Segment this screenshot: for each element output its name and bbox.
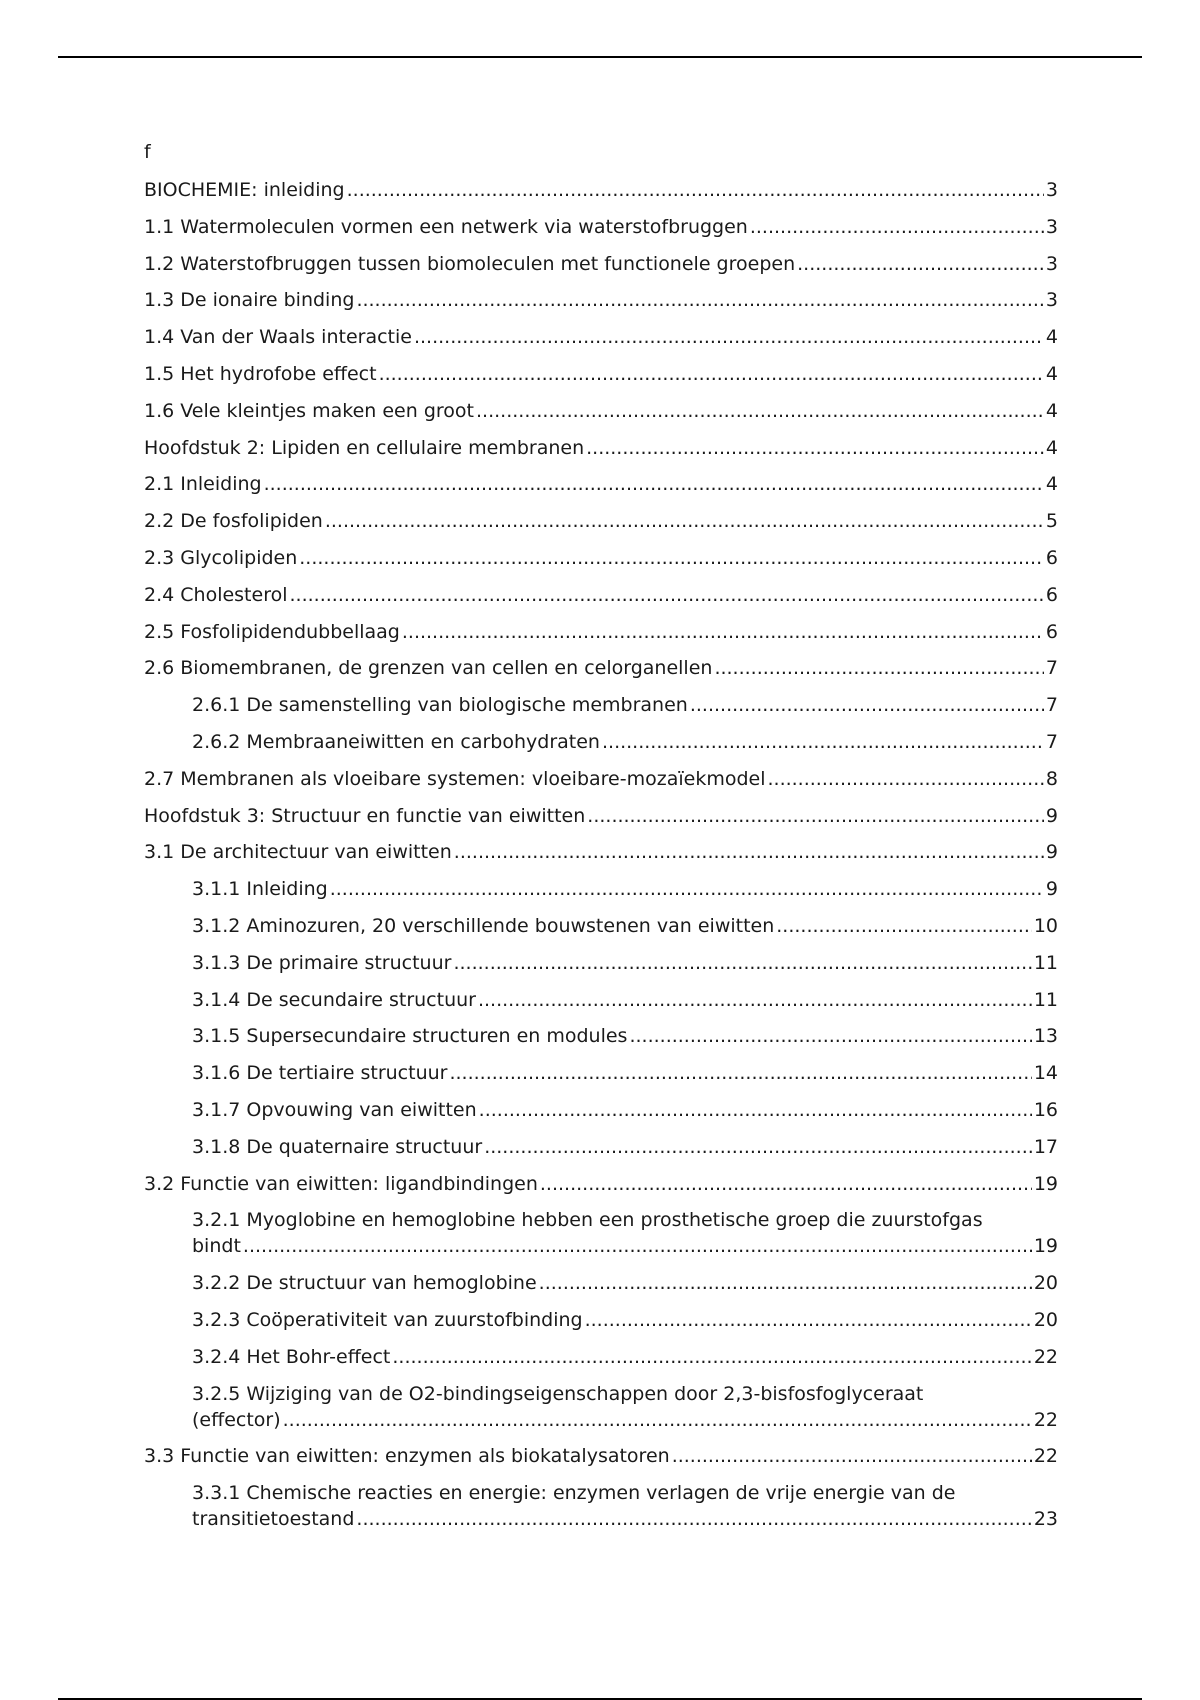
toc-entry[interactable] <box>144 914 1058 938</box>
toc-entry[interactable] <box>144 656 1058 680</box>
toc-entry-page: 3 <box>1045 179 1058 201</box>
toc-entry-title: 3.1.2 Aminozuren, 20 verschillende bouwstenen van eiwitten <box>192 914 775 937</box>
toc-entry-title: 3.1 De architectuur van eiwitten <box>144 841 452 864</box>
toc-entry-page: 17 <box>1033 1135 1058 1158</box>
toc-entry-title: 2.4 Cholesterol <box>144 583 288 606</box>
dot-leader <box>587 804 1044 828</box>
toc-entry-page: 7 <box>1045 730 1058 753</box>
toc-entry[interactable] <box>144 1208 1058 1258</box>
dot-leader <box>776 914 1032 938</box>
toc-entry-page: 9 <box>1045 841 1058 864</box>
dot-leader <box>453 951 1031 975</box>
dot-leader <box>479 1098 1032 1122</box>
dot-leader <box>290 583 1044 607</box>
toc-entry[interactable] <box>144 988 1058 1012</box>
toc-entry[interactable] <box>144 951 1058 975</box>
toc-entry[interactable] <box>144 877 1058 901</box>
dot-leader <box>602 730 1044 754</box>
toc-entry-title: 3.1.4 De secundaire structuur <box>192 988 476 1011</box>
dot-leader <box>283 1408 1032 1432</box>
dot-leader <box>454 840 1044 864</box>
toc-entry[interactable] <box>144 1444 1058 1468</box>
dot-leader <box>414 325 1044 349</box>
toc-entry[interactable] <box>144 325 1058 349</box>
toc-entry-title: 3.2.3 Coöperativiteit van zuurstofbinding <box>192 1308 583 1331</box>
toc-entry-page: 23 <box>1033 1508 1058 1531</box>
toc-entry-page: 19 <box>1033 1172 1058 1195</box>
toc-entry-title: 2.6.2 Membraaneiwitten en carbohydraten <box>192 730 600 753</box>
dot-leader <box>767 767 1043 791</box>
toc-entry-title: 1.1 Watermoleculen vormen een netwerk via waterstofbruggen <box>144 215 748 238</box>
toc-entry-title: 1.2 Waterstofbruggen tussen biomoleculen met functionele groepen <box>144 252 796 275</box>
toc-entry-title: 2.7 Membranen als vloeibare systemen: vloeibare-mozaïekmodel <box>144 767 766 790</box>
toc-entry-page: 20 <box>1033 1272 1058 1295</box>
toc-entry-title: 3.1.5 Supersecundaire structuren en modules <box>192 1025 628 1048</box>
toc-entry[interactable] <box>144 178 1058 202</box>
dot-leader <box>325 509 1044 533</box>
toc-entry[interactable] <box>144 1024 1058 1048</box>
dot-leader <box>672 1444 1032 1468</box>
toc-entry-page: 3 <box>1045 252 1058 275</box>
dot-leader <box>449 1061 1031 1085</box>
toc-entry-page: 19 <box>1033 1235 1058 1258</box>
dot-leader <box>299 546 1044 570</box>
toc-entry-page: 13 <box>1033 1025 1058 1048</box>
toc-entry-page: 22 <box>1033 1445 1058 1468</box>
toc-entry-page: 6 <box>1045 583 1058 606</box>
toc-entry-page: 11 <box>1033 951 1058 974</box>
toc-entry-title: 3.2 Functie van eiwitten: ligandbindingen <box>144 1172 538 1195</box>
toc-entry-page: 22 <box>1033 1408 1058 1431</box>
toc-entry[interactable] <box>144 804 1058 828</box>
toc-entry-title: 3.2.4 Het Bohr-effect <box>192 1345 391 1368</box>
table-of-contents <box>144 140 1058 1544</box>
dot-leader <box>540 1172 1032 1196</box>
toc-entry[interactable] <box>144 472 1058 496</box>
toc-entry-page: 10 <box>1033 914 1058 937</box>
dot-leader <box>243 1234 1032 1258</box>
toc-entry[interactable] <box>144 583 1058 607</box>
toc-entry-page: 4 <box>1045 362 1058 385</box>
toc-entry[interactable] <box>144 1061 1058 1085</box>
dot-leader <box>347 178 1044 202</box>
dot-leader <box>797 252 1044 276</box>
dot-leader <box>629 1024 1031 1048</box>
toc-entry[interactable] <box>144 288 1058 312</box>
toc-entry-page: 6 <box>1045 546 1058 569</box>
toc-entry-title-cont: transitietoestand <box>192 1508 355 1531</box>
toc-entry-title: 1.6 Vele kleintjes maken een groot <box>144 399 474 422</box>
toc-entry-title: 2.1 Inleiding <box>144 473 262 496</box>
toc-entry[interactable] <box>144 546 1058 570</box>
toc-entry-page: 16 <box>1033 1098 1058 1121</box>
toc-entry-title: 1.5 Het hydrofobe effect <box>144 362 377 385</box>
toc-entry[interactable] <box>144 1098 1058 1122</box>
toc-entry[interactable] <box>144 1271 1058 1295</box>
dot-leader <box>476 399 1044 423</box>
dot-leader <box>478 988 1032 1012</box>
toc-entry-title: 3.3 Functie van eiwitten: enzymen als biokatalysatoren <box>144 1445 670 1468</box>
toc-entry[interactable] <box>144 730 1058 754</box>
toc-entry-title: 2.6 Biomembranen, de grenzen van cellen en celorganellen <box>144 657 713 680</box>
dot-leader <box>585 1308 1032 1332</box>
toc-entry-page: 4 <box>1045 326 1058 349</box>
toc-entry-page: 8 <box>1045 767 1058 790</box>
toc-entry-page: 7 <box>1045 657 1058 680</box>
toc-entry-page: 9 <box>1045 804 1058 827</box>
toc-list <box>144 178 1058 1531</box>
toc-entry-page: 22 <box>1033 1345 1058 1368</box>
toc-entry[interactable] <box>144 509 1058 533</box>
header-rule <box>58 56 1142 58</box>
toc-entry-title: 2.6.1 De samenstelling van biologische membranen <box>192 694 688 717</box>
toc-entry-page: 20 <box>1033 1308 1058 1331</box>
toc-entry[interactable] <box>144 620 1058 644</box>
toc-entry[interactable] <box>144 1135 1058 1159</box>
dot-leader <box>392 1345 1031 1369</box>
toc-entry-page: 3 <box>1045 289 1058 312</box>
toc-entry-title: 1.3 De ionaire binding <box>144 289 355 312</box>
toc-entry-title: 3.1.3 De primaire structuur <box>192 951 452 974</box>
toc-entry[interactable] <box>144 1481 1058 1531</box>
dot-leader <box>356 1507 1031 1531</box>
toc-entry-page: 9 <box>1045 878 1058 901</box>
toc-entry-title: 2.5 Fosfolipidendubbellaag <box>144 620 400 643</box>
dot-leader <box>402 620 1044 644</box>
dot-leader <box>379 362 1044 386</box>
toc-entry-page: 4 <box>1045 399 1058 422</box>
dot-leader <box>356 288 1043 312</box>
toc-entry-title: 3.1.1 Inleiding <box>192 878 328 901</box>
toc-entry[interactable] <box>144 1308 1058 1332</box>
dot-leader <box>586 436 1044 460</box>
dot-leader <box>330 877 1044 901</box>
toc-entry-title: 3.2.2 De structuur van hemoglobine <box>192 1272 537 1295</box>
toc-entry-page: 3 <box>1045 215 1058 238</box>
toc-entry[interactable] <box>144 840 1058 864</box>
toc-entry-page: 6 <box>1045 620 1058 643</box>
toc-entry-page: 14 <box>1033 1062 1058 1085</box>
toc-entry-title: 3.2.5 Wijziging van de O2-bindingseigenschappen door 2,3-bisfosfoglyceraat <box>192 1382 924 1405</box>
toc-entry-title: 3.1.6 De tertiaire structuur <box>192 1062 448 1085</box>
toc-entry[interactable] <box>144 767 1058 791</box>
stray-text: f <box>144 141 151 163</box>
dot-leader <box>690 693 1044 717</box>
toc-entry[interactable] <box>144 693 1058 717</box>
toc-entry[interactable] <box>144 252 1058 276</box>
dot-leader <box>714 656 1043 680</box>
toc-entry-page: 4 <box>1045 436 1058 459</box>
dot-leader <box>750 215 1044 239</box>
toc-entry-title-cont: (effector) <box>192 1408 281 1431</box>
toc-entry-title: 2.2 De fosfolipiden <box>144 510 323 533</box>
dot-leader <box>484 1135 1032 1159</box>
toc-entry-page: 5 <box>1045 510 1058 533</box>
toc-entry-page: 4 <box>1045 473 1058 496</box>
toc-entry-page: 11 <box>1033 988 1058 1011</box>
toc-entry[interactable] <box>144 399 1058 423</box>
toc-entry[interactable] <box>144 1345 1058 1369</box>
toc-entry-title: 3.1.7 Opvouwing van eiwitten <box>192 1098 477 1121</box>
toc-entry-title: Hoofdstuk 3: Structuur en functie van eiwitten <box>144 804 586 827</box>
toc-entry-title: Hoofdstuk 2: Lipiden en cellulaire membranen <box>144 436 585 459</box>
dot-leader <box>539 1271 1032 1295</box>
toc-entry[interactable] <box>144 362 1058 386</box>
toc-entry-title-cont: bindt <box>192 1235 241 1258</box>
toc-entry[interactable] <box>144 215 1058 239</box>
toc-entry-title: 3.1.8 De quaternaire structuur <box>192 1135 483 1158</box>
toc-entry[interactable] <box>144 1172 1058 1196</box>
toc-entry-page: 7 <box>1045 694 1058 717</box>
toc-entry[interactable] <box>144 1382 1058 1432</box>
toc-entry-title: 3.3.1 Chemische reacties en energie: enzymen verlagen de vrije energie van de <box>192 1482 956 1505</box>
toc-entry-title: BIOCHEMIE: inleiding <box>144 179 345 201</box>
toc-entry-title: 3.2.1 Myoglobine en hemoglobine hebben een prosthetische groep die zuurstofgas <box>192 1209 983 1232</box>
dot-leader <box>264 472 1044 496</box>
toc-entry-title: 2.3 Glycolipiden <box>144 546 298 569</box>
toc-entry-title: 1.4 Van der Waals interactie <box>144 326 412 349</box>
toc-entry[interactable] <box>144 436 1058 460</box>
